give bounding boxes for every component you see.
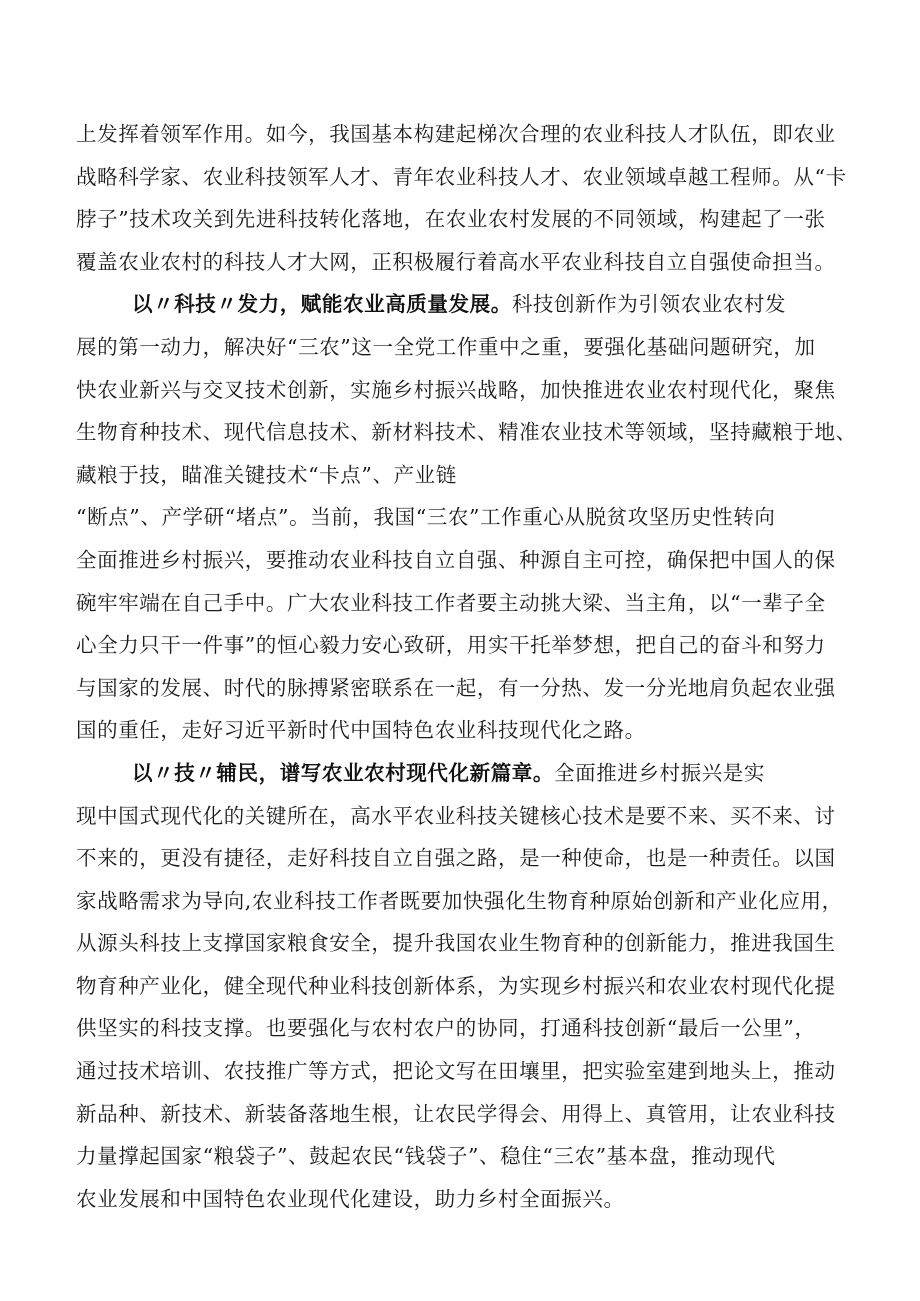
paragraph-3-first-line-text: 全面推进乡村振兴是实 [554, 760, 765, 785]
paragraph-1-line: 战略科学家、农业科技领军人才、青年农业科技人才、农业领域卓越工程师。从“卡 [76, 164, 847, 189]
paragraph-2-line: 与国家的发展、时代的脉搏紧密联系在一起，有一分热、发一分光地肩负起农业强 [76, 675, 836, 700]
paragraph-3-line: 农业发展和中国特色农业现代化建设，助力乡村全面振兴。 [76, 1186, 625, 1211]
paragraph-2-line: 碗牢牢端在自己手中。广大农业科技工作者要主动挑大梁、当主角，以“一辈子全 [76, 590, 826, 615]
paragraph-3-first-line [76, 752, 856, 795]
paragraph-3-line: 从源头科技上支撑国家粮食安全，提升我国农业生物育种的创新能力，推进我国生 [76, 931, 836, 956]
paragraph-2-line: 藏粮于技，瞄准关键技术“卡点”、产业链 [76, 462, 457, 487]
paragraph-2-line: 生物育种技术、现代信息技术、新材料技术、精准农业技术等领域，坚持藏粮于地、 [76, 420, 857, 445]
paragraph-2-line: 全面推进乡村振兴，要推动农业科技自立自强、种源自主可控，确保把中国人的保 [76, 547, 836, 572]
paragraph-3-line: 不来的，更没有捷径，走好科技自立自强之路，是一种使命，也是一种责任。以国 [76, 846, 836, 871]
paragraph-2-line: 快农业新兴与交叉技术创新，实施乡村振兴战略，加快推进农业农村现代化，聚焦 [76, 377, 836, 402]
paragraph-3-line: 物育种产业化，健全现代种业科技创新体系，为实现乡村振兴和农业农村现代化提 [76, 973, 836, 998]
paragraph-3-line: 通过技术培训、农技推广等方式，把论文写在田壤里，把实验室建到地头上，推动 [76, 1059, 836, 1084]
paragraph-1-line: 覆盖农业农村的科技人才大网，正积极履行着高水平农业科技自立自强使命担当。 [76, 249, 836, 274]
document-body [76, 113, 856, 1220]
paragraph-2-line: 国的重任，走好习近平新时代中国特色农业科技现代化之路。 [76, 718, 646, 743]
paragraph-1-line: 脖子”技术攻关到先进科技转化落地，在农业农村发展的不同领域，构建起了一张 [76, 207, 826, 232]
paragraph-3-line: 新品种、新技术、新装备落地生根，让农民学得会、用得上、真管用，让农业科技 [76, 1101, 836, 1126]
paragraph-1-line: 上发挥着领军作用。如今，我国基本构建起梯次合理的农业科技人才队伍，即农业 [76, 122, 836, 146]
paragraph-2-line: “断点”、产学研“堵点”。当前，我国“三农”工作重心从脱贫攻坚历史性转向 [76, 505, 776, 530]
paragraph-3-line: 供坚实的科技支撑。也要强化与农村农户的协同，打通科技创新“最后一公里”， [76, 1016, 816, 1041]
paragraph-2-line: 心全力只干一件事”的恒心毅力安心致研，用实干托举梦想，把自己的奋斗和努力 [76, 633, 826, 658]
paragraph-3-line: 现中国式现代化的关键所在，高水平农业科技关键核心技术是要不来、买不来、讨 [76, 803, 836, 828]
paragraph-2-line: 展的第一动力，解决好“三农”这一全党工作重中之重，要强化基础问题研究，加 [76, 334, 816, 359]
paragraph-2-first-line [76, 283, 856, 326]
paragraph-2-heading: 以〃科技〃发力，赋能农业高质量发展。 [132, 292, 512, 317]
paragraph-3-heading: 以〃技〃辅民，谱写农业农村现代化新篇章。 [132, 760, 554, 785]
paragraph-3-line: 力量撑起国家“粮袋子”、鼓起农民“钱袋子”、稳住“三农”基本盘，推动现代 [76, 1144, 776, 1169]
paragraph-3-line: 家战略需求为导向,农业科技工作者既要加快强化生物育种原始创新和产业化应用， [76, 888, 843, 913]
paragraph-2-first-line-text: 科技创新作为引领农业农村发 [511, 292, 787, 317]
